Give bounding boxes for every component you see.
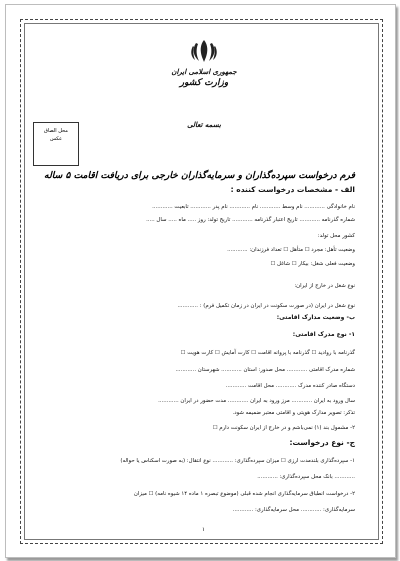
employment-status-line: وضعیت فعلی شغل: بیکار ☐ شاغل ☐ — [270, 261, 355, 267]
document-subtitle: بسمه تعالی — [187, 120, 221, 129]
passport-birth-line: شماره گذرنامه ............ تاریخ اعتبار گذرنامه ............ تاریخ تولد: روز ..... ماه ..... سال ..... — [146, 217, 355, 223]
name-fields-line: نام خانوادگی ............ نام وسط ............ نام ............ نام پدر ............ تابعیت ............ — [152, 204, 355, 210]
page-number: ۱ — [202, 527, 205, 533]
document-page — [5, 4, 396, 558]
photo-box — [33, 122, 79, 166]
photo-box-label: محل الصاق — [44, 128, 68, 134]
page-border — [20, 19, 383, 544]
residency-doc-options: گذرنامه با روادید ☐ گذرنامه با پروانه اقامت ☐ کارت آمایش ☐ کارت هویت ☐ — [180, 350, 355, 356]
job-abroad-line: نوع شغل در خارج از ایران: — [294, 283, 355, 289]
entry-year-line: سال ورود به ایران ............ مرز ورود به ایران ............ مدت حضور در ایران ............ — [158, 398, 355, 404]
investment-match-line: ۲- درخواست انطباق سرمایه‌گذاری انجام شده قبلی (موضوع تبصره ۱ ماده ۱۴ شیوه نامه) ☐ میزان — [133, 491, 355, 497]
birth-country-line: کشور محل تولد: — [317, 233, 355, 239]
section-b-heading: ب- وضعیت مدارک اقامتی: — [276, 314, 355, 321]
section-c-heading: ج- نوع درخواست: — [289, 438, 355, 447]
marital-status-line: وضعیت تأهل: مجرد ☐ متأهل ☐ تعداد فرزندان: ............ — [227, 247, 355, 253]
residency-doc-type-heading: ۱- نوع مدرک اقامتی: — [292, 331, 355, 338]
iran-emblem-icon — [186, 37, 222, 65]
residency-doc-number-line: شماره مدرک اقامتی ............ محل صدور: استان ............ شهرستان ............ — [175, 367, 355, 373]
section-a-heading: الف - مشخصات درخواست کننده : — [230, 185, 355, 194]
country-name: جمهوری اسلامی ایران — [171, 67, 237, 76]
attachment-note: تذکر: تصویر مدارک هویتی و اقامتی معتبر ضمیمه شود. — [232, 410, 355, 416]
photo-box-caption: عکس — [49, 136, 63, 142]
form-title: فرم درخواست سپرده‌گذاران و سرمایه‌گذاران خارجی برای دریافت اقامت ۵ ساله — [44, 170, 355, 181]
deposit-request-line: ۱- سپرده‌گذاری بلندمدت ارزی ☐ میزان سپرده‌گذاری: ............ نوع انتقال: (به صورت اسکناس یا حواله) — [120, 458, 355, 464]
job-iran-line: نوع شغل در ایران (در صورت سکونت در ایران در زمان تکمیل فرم) : ............ — [177, 303, 355, 309]
investment-location-line: سرمایه‌گذاری: ............ محل سرمایه‌گذاری: ............ — [232, 507, 355, 513]
deposit-bank-line: ............ بانک محل سپرده‌گذاری: ............ — [257, 474, 355, 480]
issuing-authority-line: دستگاه صادر کننده مدرک ............ محل اقامت ............ — [225, 383, 355, 389]
not-resident-line: ۲- مشمول بند (۱) نمی‌باشم و در خارج از ایران سکونت دارم ☐ — [212, 425, 355, 431]
ministry-name: وزارت کشور — [179, 78, 229, 88]
